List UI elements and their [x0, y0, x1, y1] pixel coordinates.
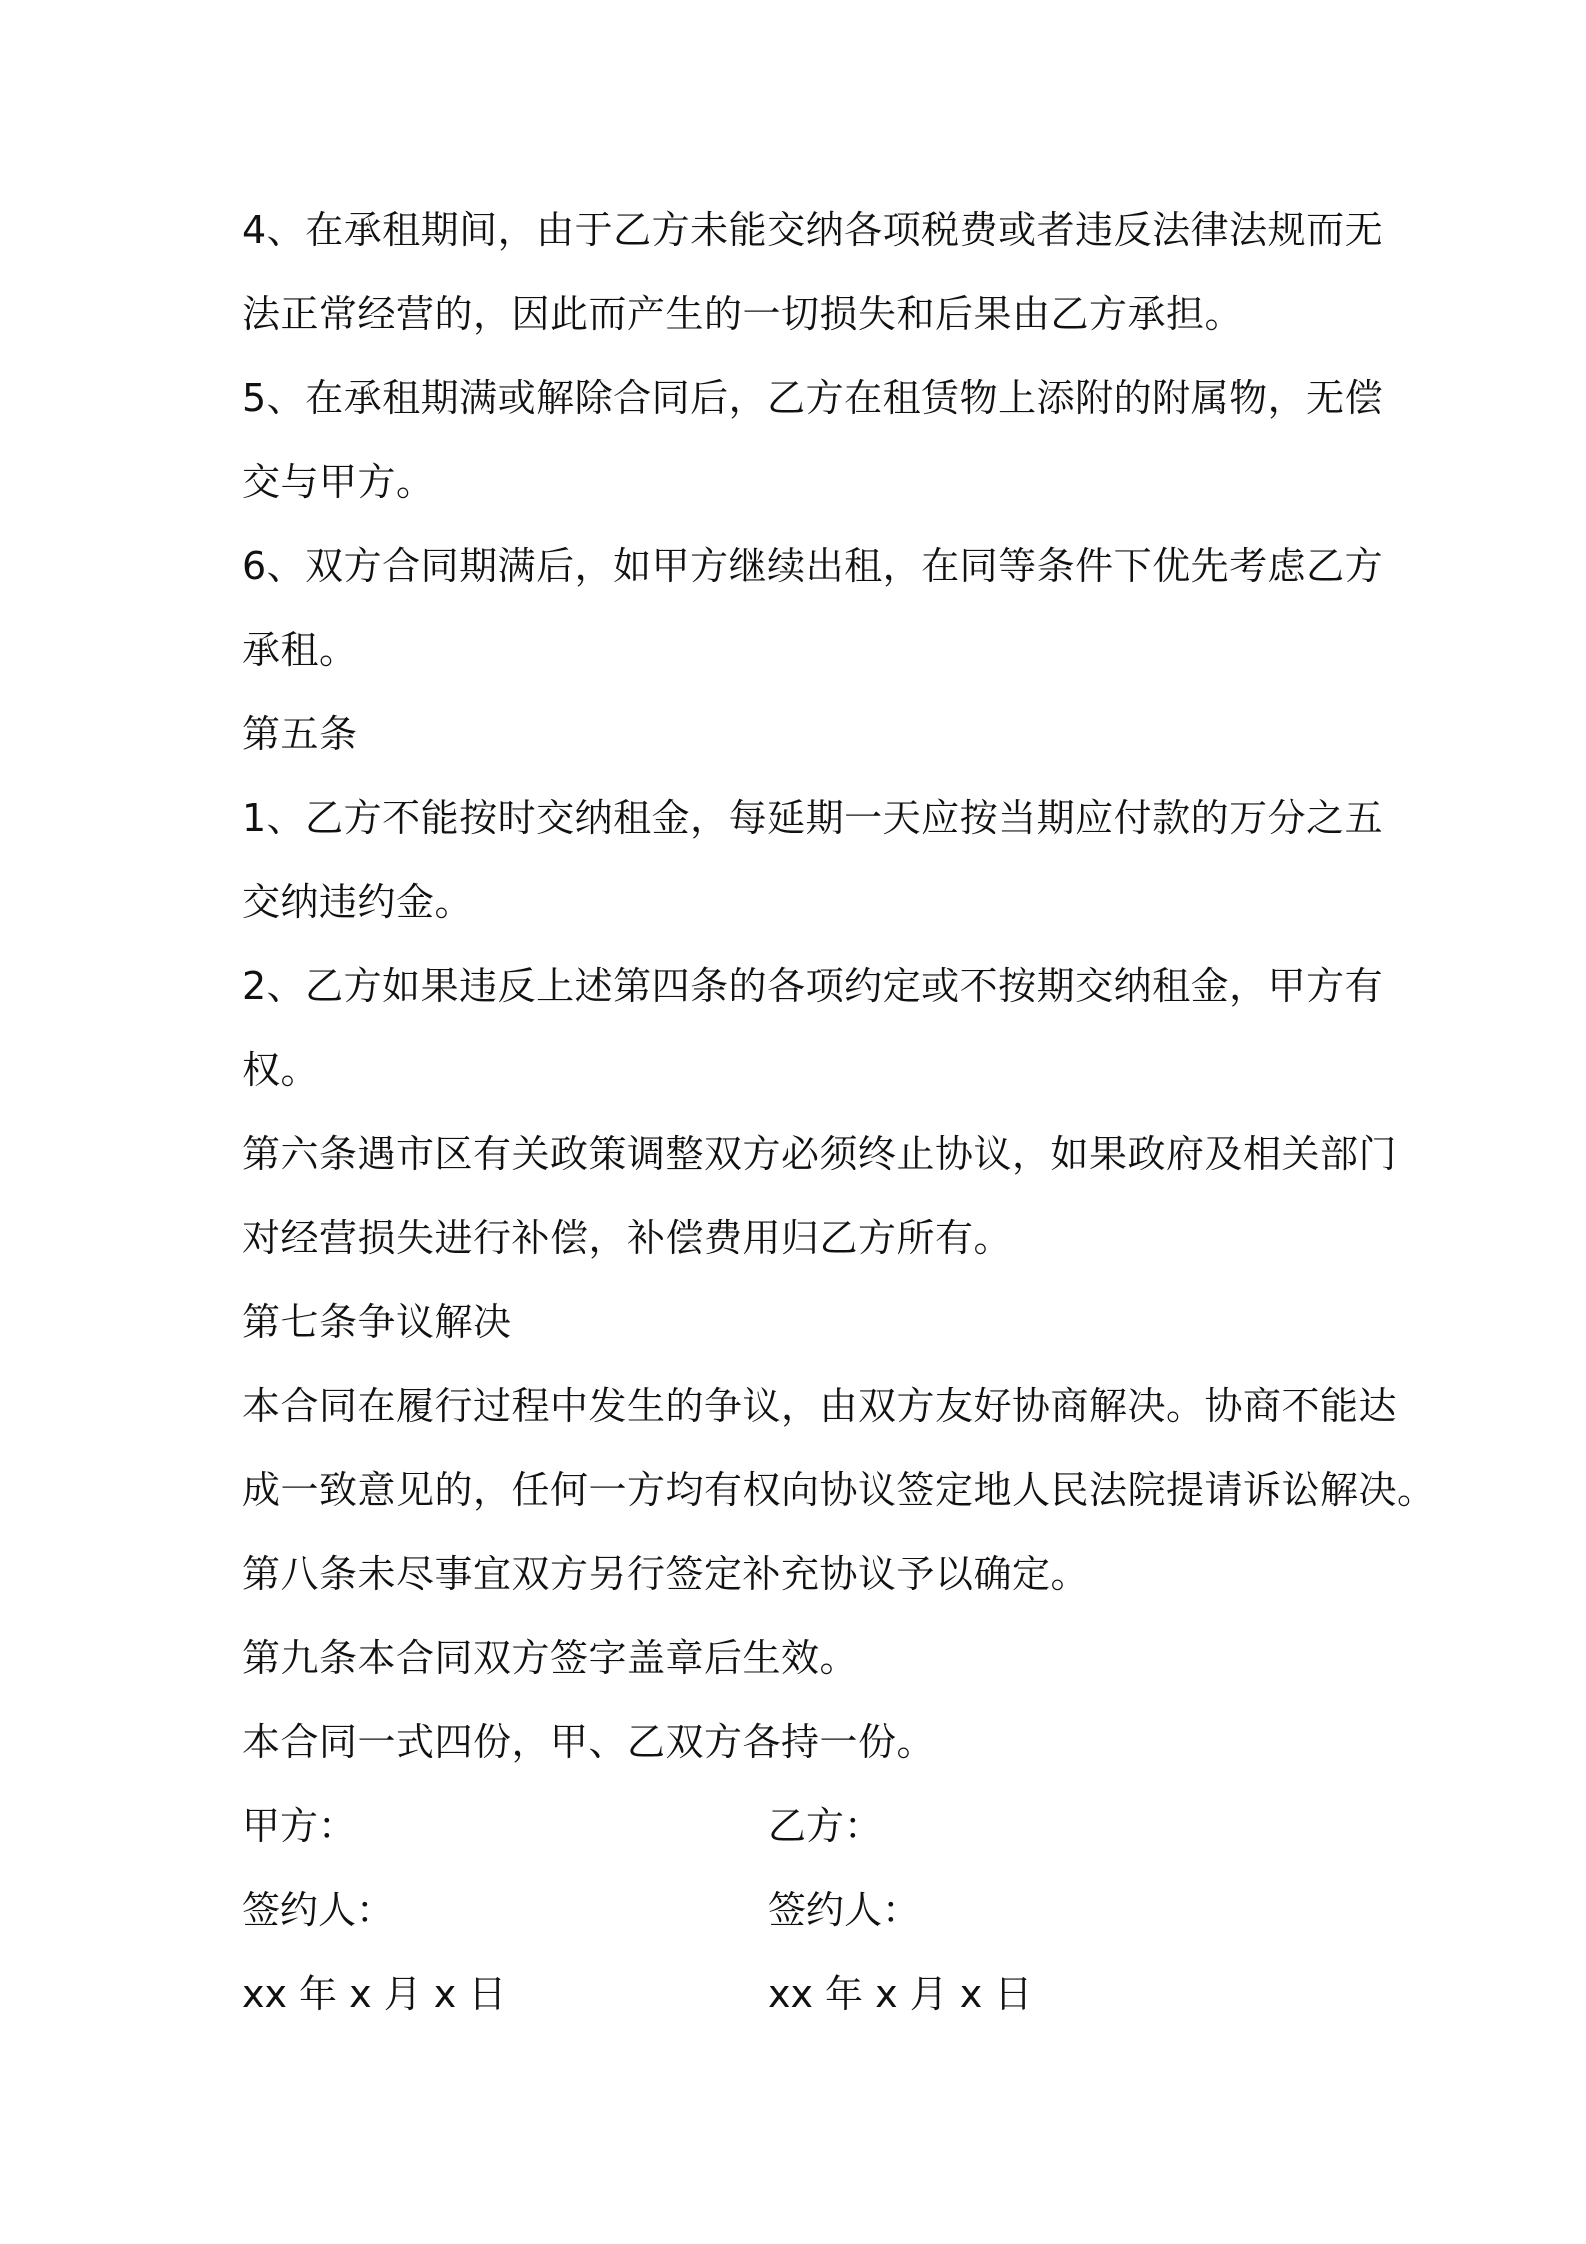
party-b-date: xx 年 x 月 x 日 — [768, 1972, 1033, 2016]
party-b-signer: 签约人： — [768, 1888, 921, 1932]
party-a-date: xx 年 x 月 x 日 — [242, 1972, 507, 2016]
clause-line: 权。 — [242, 1048, 320, 1092]
clause-line: 1、乙方不能按时交纳租金，每延期一天应按当期应付款的万分之五 — [242, 796, 1384, 840]
clause-line: 本合同在履行过程中发生的争议，由双方友好协商解决。协商不能达 — [242, 1384, 1398, 1428]
clause-line: 交纳违约金。 — [242, 880, 474, 924]
party-b-label: 乙方： — [768, 1804, 883, 1848]
section-heading: 第五条 — [242, 712, 358, 756]
clause-line: 第六条遇市区有关政策调整双方必须终止协议，如果政府及相关部门 — [242, 1132, 1398, 1176]
clause-line: 第八条未尽事宜双方另行签定补充协议予以确定。 — [242, 1552, 1090, 1596]
clause-line: 2、乙方如果违反上述第四条的各项约定或不按期交纳租金，甲方有 — [242, 964, 1384, 1008]
party-a-signer: 签约人： — [242, 1888, 395, 1932]
clause-line: 对经营损失进行补偿，补偿费用归乙方所有。 — [242, 1216, 1013, 1260]
clause-line: 4、在承租期间，由于乙方未能交纳各项税费或者违反法律法规而无 — [242, 208, 1384, 252]
clause-line: 承租。 — [242, 628, 358, 672]
clause-line: 第九条本合同双方签字盖章后生效。 — [242, 1636, 859, 1680]
party-a-label: 甲方： — [242, 1804, 357, 1848]
section-heading: 第七条争议解决 — [242, 1300, 512, 1344]
clause-line: 交与甲方。 — [242, 460, 435, 504]
clause-line: 6、双方合同期满后，如甲方继续出租，在同等条件下优先考虑乙方 — [242, 544, 1384, 588]
clause-line: 成一致意见的，任何一方均有权向协议签定地人民法院提请诉讼解决。 — [242, 1468, 1436, 1512]
clause-line: 法正常经营的，因此而产生的一切损失和后果由乙方承担。 — [242, 292, 1244, 336]
clause-line: 本合同一式四份，甲、乙双方各持一份。 — [242, 1720, 936, 1764]
clause-line: 5、在承租期满或解除合同后，乙方在租赁物上添附的附属物，无偿 — [242, 376, 1384, 420]
